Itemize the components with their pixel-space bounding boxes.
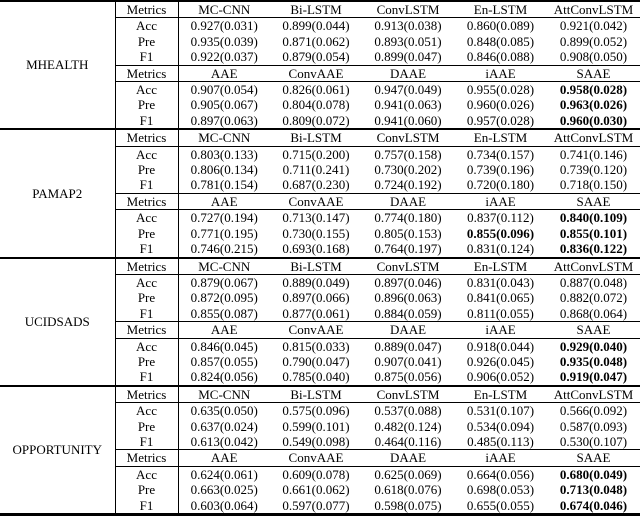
value-cell: 0.618(0.076)	[374, 482, 442, 498]
value-cell: 0.625(0.069)	[374, 466, 442, 482]
value-cell: 0.741(0.146)	[559, 146, 628, 162]
value-cell: 0.877(0.061)	[282, 305, 350, 321]
value-cell: 0.855(0.087)	[190, 305, 258, 321]
dataset-label: UCIDSADS	[0, 258, 115, 386]
value-cell: 0.884(0.059)	[374, 305, 442, 321]
model-header-cell: DAAE	[362, 65, 454, 81]
value-cell: 0.739(0.120)	[559, 162, 628, 178]
model-header-cell: SAAE	[547, 450, 640, 466]
dataset-label: PAMAP2	[0, 129, 115, 257]
value-cell: 0.598(0.075)	[374, 497, 442, 513]
value-cell: 0.872(0.095)	[190, 290, 258, 306]
value-cell: 0.897(0.063)	[190, 112, 258, 128]
value-cell: 0.790(0.047)	[282, 353, 350, 369]
value-cell: 0.889(0.047)	[374, 338, 442, 354]
value-cell: 0.855(0.101)	[559, 225, 628, 241]
metric-row-label: Pre	[115, 34, 178, 49]
value-cell: 0.537(0.088)	[374, 403, 442, 419]
metric-row-label: Pre	[115, 354, 178, 369]
value-cell: 0.906(0.052)	[466, 369, 535, 385]
metrics-header-cell: Metrics	[115, 258, 178, 275]
value-cell: 0.805(0.153)	[374, 225, 442, 241]
model-header-cell: iAAE	[454, 450, 547, 466]
model-header-cell: iAAE	[454, 322, 547, 338]
model-header-cell: MC-CNN	[178, 129, 270, 146]
value-cell: 0.804(0.078)	[282, 97, 350, 113]
metric-row-label: Acc	[115, 274, 178, 290]
value-cell: 0.921(0.042)	[559, 18, 628, 34]
value-cell: 0.485(0.113)	[467, 433, 534, 449]
metric-row-label: F1	[115, 369, 178, 385]
value-cell: 0.960(0.030)	[559, 112, 628, 128]
value-cell: 0.879(0.054)	[282, 49, 350, 65]
value-cell: 0.907(0.041)	[374, 353, 442, 369]
value-cell: 0.875(0.056)	[374, 369, 442, 385]
value-cell: 0.624(0.061)	[190, 466, 258, 482]
value-cell: 0.935(0.048)	[559, 353, 628, 369]
value-cell: 0.846(0.045)	[190, 338, 258, 354]
value-cell: 0.947(0.049)	[374, 82, 442, 98]
value-cell: 0.534(0.094)	[466, 418, 535, 434]
metric-row-label: Acc	[115, 403, 178, 419]
metric-row-label: F1	[115, 498, 178, 515]
model-header-cell: SAAE	[547, 65, 640, 81]
value-cell: 0.549(0.098)	[282, 433, 350, 449]
metric-row-label: F1	[115, 241, 178, 257]
model-header-cell: AttConvLSTM	[547, 258, 640, 275]
model-header-cell: MC-CNN	[178, 258, 270, 275]
model-header-cell: AAE	[178, 322, 270, 338]
value-cell: 0.860(0.089)	[466, 18, 535, 34]
value-cell: 0.724(0.192)	[374, 177, 442, 193]
value-cell: 0.464(0.116)	[374, 433, 442, 449]
value-cell: 0.566(0.092)	[559, 403, 628, 419]
model-header-cell: ConvLSTM	[362, 258, 454, 275]
value-cell: 0.687(0.230)	[282, 177, 350, 193]
metric-row-label: Pre	[115, 419, 178, 434]
value-cell: 0.907(0.054)	[190, 82, 258, 98]
value-cell: 0.926(0.045)	[466, 353, 535, 369]
model-header-cell: DAAE	[362, 450, 454, 466]
value-cell: 0.868(0.064)	[559, 305, 628, 321]
model-header-cell: ConvLSTM	[362, 1, 454, 18]
header-row	[0, 1, 640, 18]
value-cell: 0.730(0.202)	[374, 162, 442, 178]
value-cell: 0.587(0.093)	[559, 418, 628, 434]
value-cell: 0.963(0.026)	[559, 97, 628, 113]
value-cell: 0.841(0.065)	[466, 290, 535, 306]
value-cell: 0.597(0.077)	[282, 497, 350, 513]
model-header-cell: SAAE	[547, 322, 640, 338]
metric-row-label: F1	[115, 113, 178, 129]
value-cell: 0.879(0.067)	[190, 274, 258, 290]
model-header-cell: En-LSTM	[454, 386, 547, 403]
model-header-cell: En-LSTM	[454, 258, 547, 275]
metric-row-label: Acc	[115, 82, 178, 98]
model-header-cell: Bi-LSTM	[270, 129, 362, 146]
value-cell: 0.781(0.154)	[190, 177, 258, 193]
value-cell: 0.811(0.055)	[467, 305, 534, 321]
value-cell: 0.774(0.180)	[374, 210, 442, 226]
model-header-cell: AAE	[178, 65, 270, 81]
header-row	[0, 258, 640, 275]
value-cell: 0.482(0.124)	[374, 418, 442, 434]
metric-row-label: Pre	[115, 482, 178, 497]
value-cell: 0.803(0.133)	[190, 146, 258, 162]
model-header-cell: DAAE	[362, 193, 454, 209]
value-cell: 0.609(0.078)	[282, 466, 350, 482]
value-cell: 0.771(0.195)	[190, 225, 258, 241]
metric-row-label: Acc	[115, 146, 178, 162]
value-cell: 0.655(0.055)	[466, 497, 535, 513]
value-cell: 0.919(0.047)	[559, 369, 628, 385]
value-cell: 0.897(0.066)	[282, 290, 350, 306]
model-header-cell: ConvLSTM	[362, 129, 454, 146]
value-cell: 0.664(0.056)	[466, 466, 535, 482]
value-cell: 0.887(0.048)	[559, 274, 628, 290]
metric-row-label: Pre	[115, 162, 178, 177]
value-cell: 0.727(0.194)	[190, 210, 258, 226]
value-cell: 0.713(0.147)	[282, 210, 350, 226]
value-cell: 0.718(0.150)	[559, 177, 628, 193]
value-cell: 0.955(0.028)	[466, 82, 535, 98]
model-header-cell: En-LSTM	[454, 129, 547, 146]
value-cell: 0.635(0.050)	[190, 403, 258, 419]
value-cell: 0.855(0.096)	[466, 225, 535, 241]
value-cell: 0.613(0.042)	[190, 433, 258, 449]
dataset-label: MHEALTH	[0, 1, 115, 129]
metric-row-label: Acc	[115, 466, 178, 482]
model-header-cell: AttConvLSTM	[547, 386, 640, 403]
value-cell: 0.913(0.038)	[374, 18, 442, 34]
value-cell: 0.815(0.033)	[282, 338, 350, 354]
model-header-cell: MC-CNN	[178, 1, 270, 18]
metrics-header-cell: Metrics	[115, 65, 178, 81]
model-header-cell: MC-CNN	[178, 386, 270, 403]
value-cell: 0.929(0.040)	[559, 338, 628, 354]
metrics-header-cell: Metrics	[115, 386, 178, 403]
metrics-header-cell: Metrics	[115, 193, 178, 209]
dataset-label: OPPORTUNITY	[0, 386, 115, 515]
value-cell: 0.840(0.109)	[559, 210, 628, 226]
value-cell: 0.922(0.037)	[190, 49, 258, 65]
value-cell: 0.637(0.024)	[190, 418, 258, 434]
value-cell: 0.715(0.200)	[282, 146, 350, 162]
metric-row-label: Acc	[115, 210, 178, 226]
value-cell: 0.889(0.049)	[282, 274, 350, 290]
model-header-cell: Bi-LSTM	[270, 258, 362, 275]
value-cell: 0.896(0.063)	[374, 290, 442, 306]
model-header-cell: AttConvLSTM	[547, 1, 640, 18]
value-cell: 0.739(0.196)	[466, 162, 535, 178]
value-cell: 0.837(0.112)	[467, 210, 534, 226]
value-cell: 0.899(0.044)	[282, 18, 350, 34]
value-cell: 0.809(0.072)	[282, 112, 350, 128]
metric-row-label: F1	[115, 434, 178, 450]
results-table-body	[0, 1, 640, 515]
value-cell: 0.899(0.047)	[374, 49, 442, 65]
metric-row-label: F1	[115, 177, 178, 193]
value-cell: 0.836(0.122)	[559, 241, 628, 257]
value-cell: 0.764(0.197)	[374, 241, 442, 257]
value-cell: 0.941(0.060)	[374, 112, 442, 128]
metric-row-label: F1	[115, 49, 178, 65]
metrics-header-cell: Metrics	[115, 322, 178, 338]
model-header-cell: ConvAAE	[270, 450, 362, 466]
value-cell: 0.941(0.063)	[374, 97, 442, 113]
value-cell: 0.905(0.067)	[190, 97, 258, 113]
value-cell: 0.531(0.107)	[466, 403, 535, 419]
value-cell: 0.826(0.061)	[282, 82, 350, 98]
value-cell: 0.713(0.048)	[559, 482, 628, 498]
model-header-cell: En-LSTM	[454, 1, 547, 18]
model-header-cell: iAAE	[454, 65, 547, 81]
metric-row-label: Pre	[115, 226, 178, 241]
value-cell: 0.720(0.180)	[466, 177, 535, 193]
value-cell: 0.746(0.215)	[190, 241, 258, 257]
value-cell: 0.680(0.049)	[559, 466, 628, 482]
header-row	[0, 386, 640, 403]
model-header-cell: SAAE	[547, 193, 640, 209]
value-cell: 0.831(0.124)	[466, 241, 535, 257]
model-header-cell: iAAE	[454, 193, 547, 209]
value-cell: 0.957(0.028)	[466, 112, 535, 128]
value-cell: 0.530(0.107)	[559, 433, 628, 449]
value-cell: 0.899(0.052)	[559, 33, 628, 49]
value-cell: 0.935(0.039)	[190, 33, 258, 49]
model-header-cell: ConvLSTM	[362, 386, 454, 403]
metric-row-label: Pre	[115, 290, 178, 305]
model-header-cell: Bi-LSTM	[270, 386, 362, 403]
value-cell: 0.734(0.157)	[466, 146, 535, 162]
model-header-cell: DAAE	[362, 322, 454, 338]
model-header-cell: ConvAAE	[270, 322, 362, 338]
metric-row-label: Pre	[115, 97, 178, 112]
model-header-cell: AttConvLSTM	[547, 129, 640, 146]
value-cell: 0.785(0.040)	[282, 369, 350, 385]
model-header-cell: AAE	[178, 193, 270, 209]
value-cell: 0.661(0.062)	[282, 482, 350, 498]
value-cell: 0.730(0.155)	[282, 225, 350, 241]
value-cell: 0.824(0.056)	[190, 369, 258, 385]
model-header-cell: AAE	[178, 450, 270, 466]
value-cell: 0.831(0.043)	[466, 274, 535, 290]
value-cell: 0.757(0.158)	[374, 146, 442, 162]
value-cell: 0.927(0.031)	[190, 18, 258, 34]
value-cell: 0.882(0.072)	[559, 290, 628, 306]
value-cell: 0.674(0.046)	[559, 497, 628, 513]
model-header-cell: ConvAAE	[270, 193, 362, 209]
header-row	[0, 129, 640, 146]
value-cell: 0.893(0.051)	[374, 33, 442, 49]
value-cell: 0.897(0.046)	[374, 274, 442, 290]
value-cell: 0.857(0.055)	[190, 353, 258, 369]
value-cell: 0.806(0.134)	[190, 162, 258, 178]
value-cell: 0.711(0.241)	[282, 162, 350, 178]
value-cell: 0.958(0.028)	[559, 82, 628, 98]
value-cell: 0.960(0.026)	[466, 97, 535, 113]
value-cell: 0.846(0.088)	[466, 49, 535, 65]
value-cell: 0.693(0.168)	[282, 241, 350, 257]
value-cell: 0.918(0.044)	[466, 338, 535, 354]
value-cell: 0.908(0.050)	[559, 49, 628, 65]
value-cell: 0.871(0.062)	[282, 33, 350, 49]
metric-row-label: Acc	[115, 18, 178, 34]
metrics-header-cell: Metrics	[115, 450, 178, 466]
model-header-cell: ConvAAE	[270, 65, 362, 81]
metric-row-label: Acc	[115, 338, 178, 354]
value-cell: 0.575(0.096)	[282, 403, 350, 419]
value-cell: 0.603(0.064)	[190, 497, 258, 513]
metrics-header-cell: Metrics	[115, 129, 178, 146]
value-cell: 0.663(0.025)	[190, 482, 258, 498]
value-cell: 0.848(0.085)	[466, 33, 535, 49]
metrics-header-cell: Metrics	[115, 1, 178, 18]
model-header-cell: Bi-LSTM	[270, 1, 362, 18]
metric-row-label: F1	[115, 306, 178, 322]
value-cell: 0.599(0.101)	[282, 418, 350, 434]
value-cell: 0.698(0.053)	[466, 482, 535, 498]
